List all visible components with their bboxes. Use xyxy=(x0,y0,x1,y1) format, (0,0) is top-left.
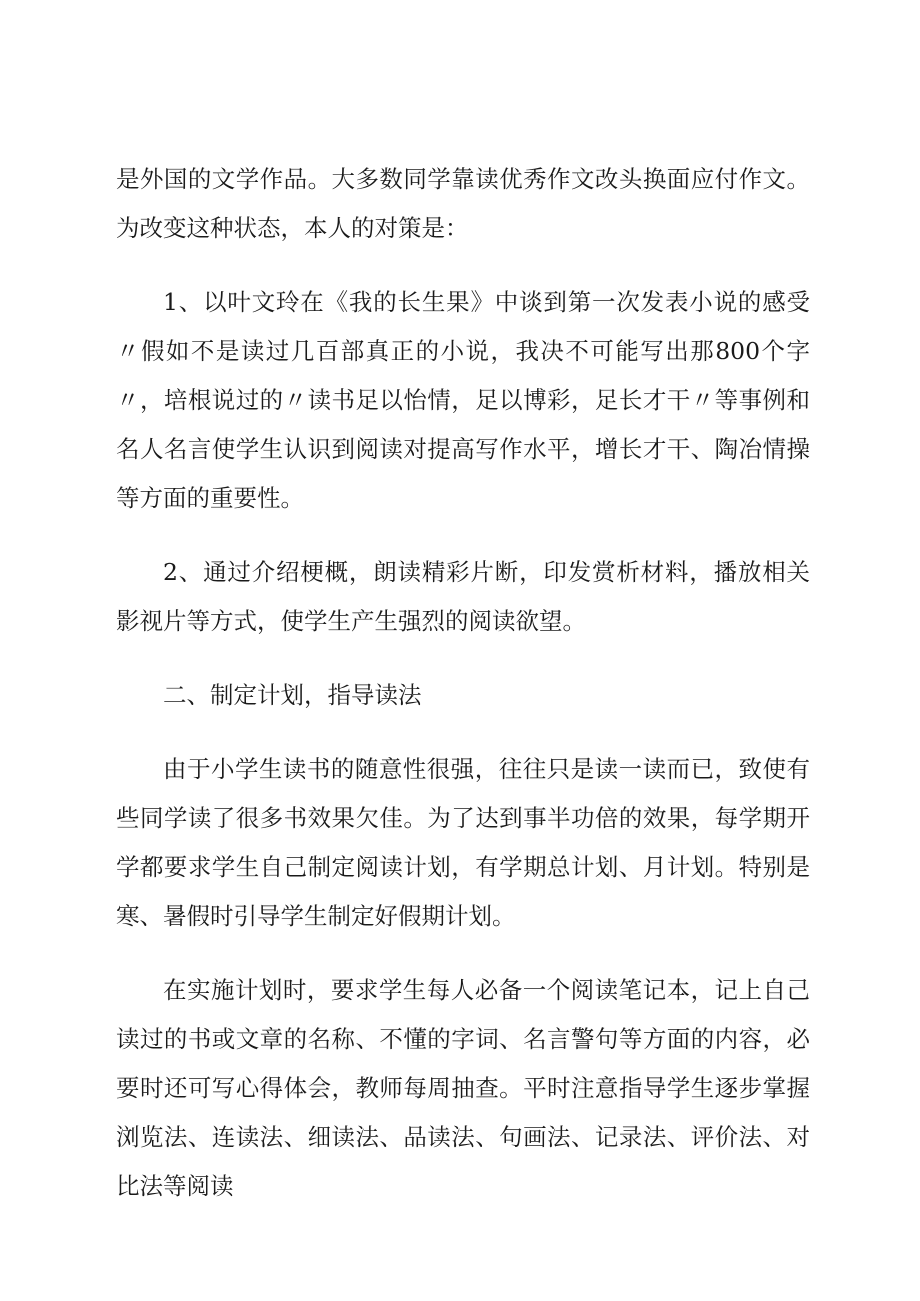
paragraph-continuation: 是外国的文学作品。大多数同学靠读优秀作文改头换面应付作文。为改变这种状态，本人的对策是： xyxy=(116,165,810,242)
paragraph-reading-plan: 由于小学生读书的随意性很强，往往只是读一读而已，致使有些同学读了很多书效果欠佳。为了达到事半功倍的效果，每学期开学都要求学生自己制定阅读计划，有学期总计划、月计划。特别是寒、暑假时引导学生制定好假期计划。 xyxy=(116,755,810,930)
section-heading-2: 二、制定计划，指导读法 xyxy=(163,681,422,709)
paragraph-point-1: 1、以叶文玲在《我的长生果》中谈到第一次发表小说的感受〃假如不是读过几百部真正的小说，我决不可能写出那800个字〃，培根说过的〃读书足以怡情，足以博彩，足长才干〃等事例和名人名言使学生认识到阅读对提高写作水平，增长才干、陶冶情操等方面的重要性。 xyxy=(116,288,810,512)
document-body xyxy=(116,155,810,1211)
paragraph-point-2: 2、通过介绍梗概，朗读精彩片断，印发赏析材料，播放相关影视片等方式，使学生产生强烈的阅读欲望。 xyxy=(116,558,810,635)
paragraph-reading-methods: 在实施计划时，要求学生每人必备一个阅读笔记本，记上自己读过的书或文章的名称、不懂的字词、名言警句等方面的内容，必要时还可写心得体会，教师每周抽查。平时注意指导学生逐步掌握浏览法、连读法、细读法、品读法、句画法、记录法、评价法、对比法等阅读 xyxy=(116,976,810,1200)
